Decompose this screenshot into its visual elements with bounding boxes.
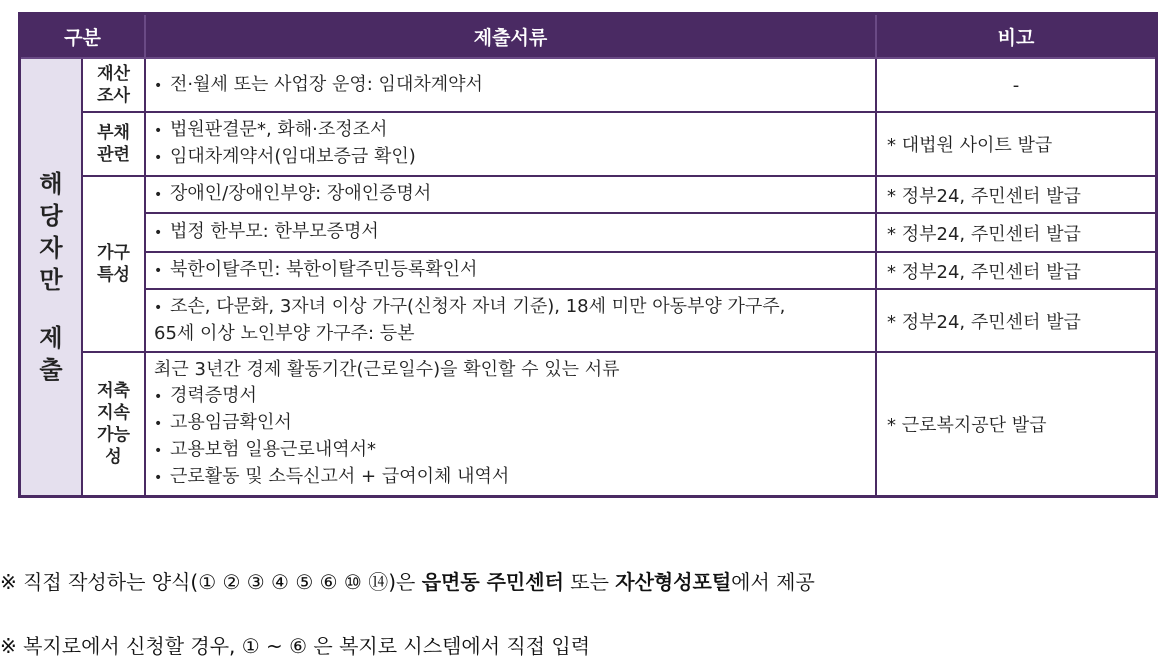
subcategory-cell xyxy=(82,176,145,352)
documents-cell xyxy=(145,352,876,496)
bullet-icon: • xyxy=(154,150,163,166)
table-row xyxy=(20,289,1156,352)
subcategory-label: 특성 xyxy=(97,265,130,285)
documents-cell xyxy=(145,112,876,176)
subcategory-cell xyxy=(82,112,145,176)
document-text: 고용보험 일용근로내역서* xyxy=(170,439,376,460)
footnote-bokjiro: ※ 복지로에서 신청할 경우, ① ~ ⑥ 은 복지로 시스템에서 직접 입력 xyxy=(0,634,591,658)
main-category-char: 자 xyxy=(39,234,63,262)
remark-cell: * 정부24, 주민센터 발급 xyxy=(876,289,1156,352)
document-text: 최근 3년간 경제 활동기간(근로일수)을 확인할 수 있는 서류 xyxy=(154,359,620,380)
footnote-forms-bold2: 자산형성포털 xyxy=(615,570,732,594)
remark-cell: * 정부24, 주민센터 발급 xyxy=(876,176,1156,213)
document-text: 북한이탈주민: 북한이탈주민등록확인서 xyxy=(170,259,478,280)
documents-table xyxy=(19,13,1157,497)
footnote-forms-middle: 또는 xyxy=(563,570,616,594)
subcategory-cell xyxy=(82,58,145,112)
document-text: 근로활동 및 소득신고서 + 급여이체 내역서 xyxy=(170,466,510,487)
table-row xyxy=(20,213,1156,252)
remark-cell: * 정부24, 주민센터 발급 xyxy=(876,213,1156,252)
main-category-char: 해 xyxy=(39,170,63,198)
subcategory-label: 지속 xyxy=(97,403,130,423)
table-row xyxy=(20,112,1156,176)
documents-cell xyxy=(145,289,876,352)
footnote-forms-prefix: ※ 직접 작성하는 양식(① ② ③ ④ ⑤ ⑥ ⑩ ⑭)은 xyxy=(0,570,422,594)
document-line xyxy=(154,383,867,410)
documents-cell xyxy=(145,213,876,252)
footnote-forms xyxy=(0,566,815,595)
footnote-forms-bold1: 읍면동 주민센터 xyxy=(421,570,564,594)
subcategory-label: 재산 xyxy=(97,64,130,84)
remark-cell: - xyxy=(876,58,1156,112)
subcategory-label: 가구 xyxy=(97,243,130,263)
bullet-icon: • xyxy=(154,123,163,139)
bullet-icon: • xyxy=(154,77,163,94)
bullet-icon: • xyxy=(154,300,163,316)
bullet-icon: • xyxy=(154,443,163,459)
document-text: 조손, 다문화, 3자녀 이상 가구(신청자 자녀 기준), 18세 미만 아동부양 가구주, xyxy=(170,296,786,317)
table-row xyxy=(20,352,1156,496)
document-line xyxy=(154,464,867,491)
remark-cell: * 근로복지공단 발급 xyxy=(876,352,1156,496)
document-line xyxy=(154,294,867,321)
documents-cell xyxy=(145,58,876,112)
subcategory-label: 부채 xyxy=(97,123,130,143)
bullet-icon: • xyxy=(154,416,163,432)
bullet-icon: • xyxy=(154,187,163,203)
subcategory-label: 가능 xyxy=(97,425,130,445)
main-category-char: 출 xyxy=(39,356,63,384)
main-category-char: 제 xyxy=(39,324,63,352)
document-line xyxy=(154,144,867,171)
subcategory-label: 조사 xyxy=(97,86,130,106)
document-line xyxy=(154,410,867,437)
document-text: 법정 한부모: 한부모증명서 xyxy=(170,221,379,242)
bullet-icon: • xyxy=(154,263,163,279)
header-documents: 제출서류 xyxy=(145,14,876,58)
subcategory-label: 저축 xyxy=(97,381,130,401)
header-remarks: 비고 xyxy=(876,14,1156,58)
main-category-char: 만 xyxy=(39,266,63,294)
document-line xyxy=(154,181,867,208)
document-line xyxy=(154,321,867,347)
subcategory-cell xyxy=(82,352,145,496)
bullet-icon: • xyxy=(154,225,163,241)
document-line xyxy=(154,72,867,99)
table-header-row xyxy=(20,14,1156,58)
document-line xyxy=(154,357,867,383)
subcategory-label: 성 xyxy=(105,447,122,467)
main-category-cell xyxy=(20,58,82,496)
subcategory-label: 관련 xyxy=(97,145,130,165)
remark-cell: * 대법원 사이트 발급 xyxy=(876,112,1156,176)
main-category-char: 당 xyxy=(39,202,63,230)
table-row xyxy=(20,176,1156,213)
remark-cell: * 정부24, 주민센터 발급 xyxy=(876,252,1156,289)
document-text: 임대차계약서(임대보증금 확인) xyxy=(170,146,416,167)
document-line xyxy=(154,257,867,284)
footnote-forms-suffix: 에서 제공 xyxy=(731,570,815,594)
document-line xyxy=(154,437,867,464)
document-text: 65세 이상 노인부양 가구주: 등본 xyxy=(154,323,415,344)
bullet-icon: • xyxy=(154,389,163,405)
document-text: 장애인/장애인부양: 장애인증명서 xyxy=(170,183,432,204)
document-text: 경력증명서 xyxy=(170,385,257,406)
header-category: 구분 xyxy=(20,14,145,58)
document-line xyxy=(154,219,867,246)
table-row xyxy=(20,58,1156,112)
table-row xyxy=(20,252,1156,289)
document-text: 전·월세 또는 사업장 운영: 임대차계약서 xyxy=(170,73,483,95)
document-line xyxy=(154,117,867,144)
documents-cell xyxy=(145,252,876,289)
documents-cell xyxy=(145,176,876,213)
document-text: 고용임금확인서 xyxy=(170,412,292,433)
document-text: 법원판결문*, 화해·조정조서 xyxy=(170,119,388,140)
bullet-icon: • xyxy=(154,470,163,486)
